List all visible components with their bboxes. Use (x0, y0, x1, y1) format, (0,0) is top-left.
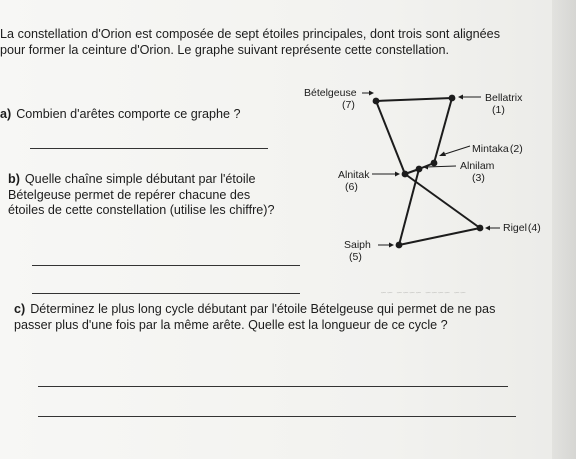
intro-paragraph: La constellation d'Orion est composée de sept étoiles principales, dont trois sont alignées pour former la ceinture d'Orion. Le graphe suivant représente cette constellation. (0, 27, 500, 57)
node-alnitak (402, 171, 409, 178)
node-saiph (396, 242, 403, 249)
edge-4-5 (399, 228, 480, 245)
star-labels (304, 87, 541, 263)
label-alnitak-num: (6) (345, 181, 358, 193)
label-betelgeuse-num: (7) (342, 99, 355, 111)
label-mintaka-num: (2) (509, 143, 523, 155)
node-betelgeuse (373, 98, 380, 105)
question-b-text: Quelle chaîne simple débutant par l'étoile Bételgeuse permet de repérer chacune des étoiles de cette constellation (utilise les chiffre)? (8, 172, 275, 217)
question-c-text: Déterminez le plus long cycle débutant par l'étoile Bételgeuse qui permet de ne pas passer plus d'une fois par la même arête. Quelle est la longueur de ce cycle ? (14, 302, 496, 332)
question-a-label: a) (0, 107, 12, 121)
bleed-through-text: ~~ ~~~~ ~~~~ ~~ (380, 288, 466, 299)
label-saiph-num: (5) (349, 251, 362, 263)
question-b-label: b) (8, 172, 20, 186)
label-alnitak-name: Alnitak (338, 169, 370, 181)
label-bellatrix-name: Bellatrix (485, 92, 523, 104)
node-rigel (477, 225, 484, 232)
node-mintaka (431, 160, 438, 167)
label-bellatrix-num: (1) (492, 104, 505, 116)
node-alnilam (416, 166, 423, 173)
label-mintaka-name: Mintaka (472, 143, 509, 155)
question-c-label: c) (14, 302, 26, 316)
edge-7-6 (376, 101, 405, 174)
label-rigel-name: Rigel (503, 222, 527, 234)
label-betelgeuse-name: Bételgeuse (304, 87, 357, 99)
label-rigel-num: (4) (527, 222, 541, 234)
label-alnilam-name: Alnilam (460, 160, 495, 172)
question-a-text: Combien d'arêtes comporte ce graphe ? (16, 107, 241, 121)
edge-7-1 (376, 98, 452, 101)
label-alnilam-num: (3) (472, 172, 485, 184)
node-bellatrix (449, 95, 456, 102)
edge-3-5 (399, 169, 419, 245)
label-saiph-name: Saiph (344, 239, 371, 251)
